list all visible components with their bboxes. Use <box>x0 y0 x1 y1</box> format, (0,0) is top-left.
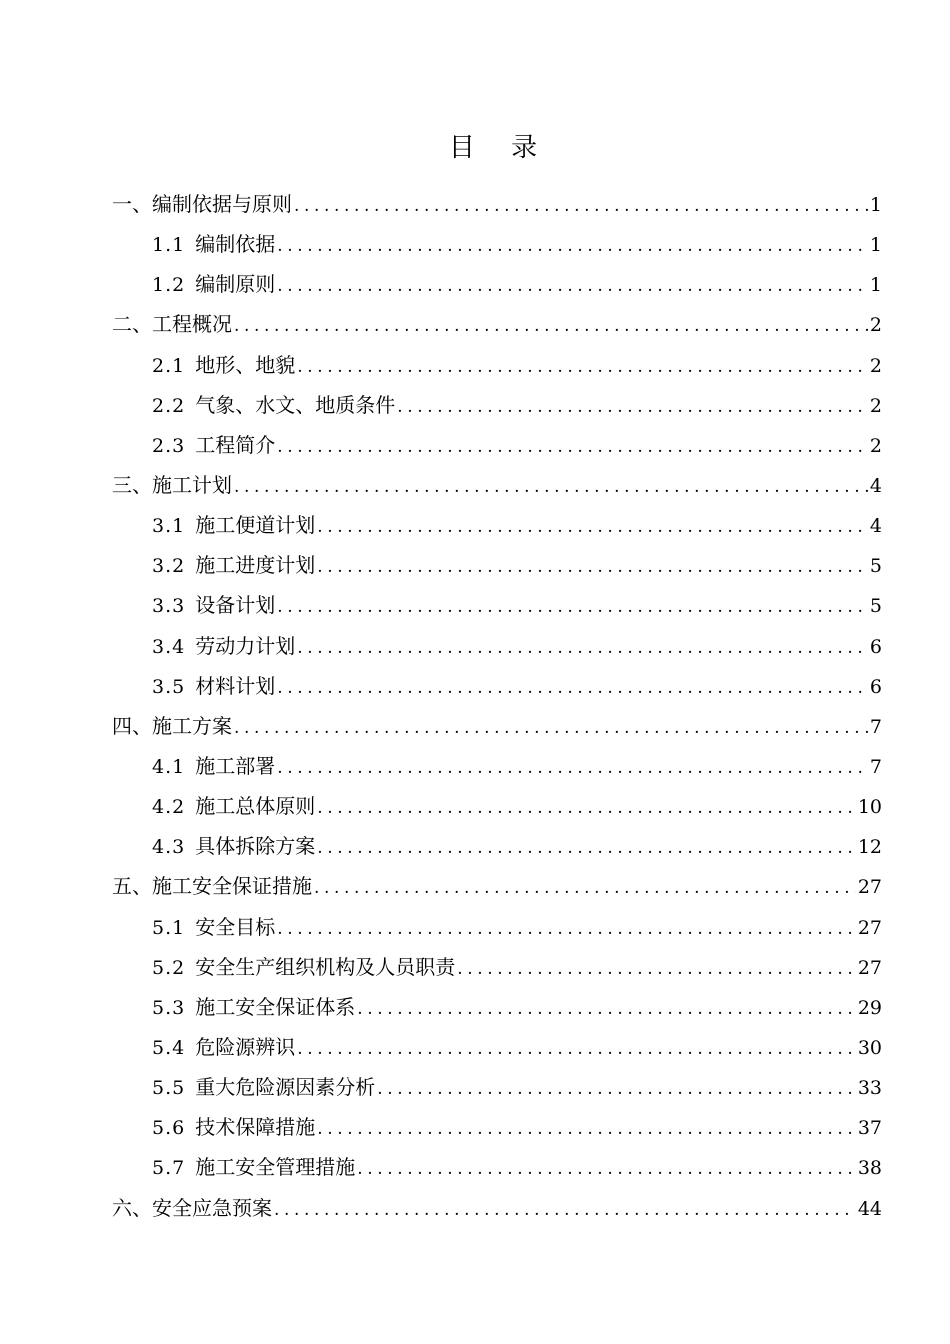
toc-section-entry[interactable] <box>112 826 882 866</box>
toc-page-number: 2 <box>869 314 882 337</box>
toc-page-number: 12 <box>857 836 882 859</box>
toc-section-entry[interactable] <box>112 1107 882 1147</box>
toc-entry-number: 4.3 <box>152 836 186 859</box>
toc-section-entry[interactable] <box>112 746 882 786</box>
toc-section-entry[interactable] <box>112 545 882 585</box>
toc-entry-number: 2.3 <box>152 434 186 457</box>
toc-entry-number: 5.7 <box>152 1157 186 1180</box>
toc-section-entry[interactable] <box>112 224 882 264</box>
toc-page-number: 1 <box>869 274 882 297</box>
toc-entry-title: 安全生产组织机构及人员职责 <box>195 954 456 979</box>
toc-dot-leader <box>234 708 868 748</box>
toc-dot-leader <box>277 909 856 949</box>
toc-entry-title: 地形、地貌 <box>195 352 296 377</box>
toc-page-number: 7 <box>869 715 882 738</box>
toc-dot-leader <box>317 507 868 547</box>
toc-entry-title: 工程简介 <box>195 432 276 457</box>
toc-entry-title: 设备计划 <box>195 593 276 618</box>
toc-entry-number: 3.2 <box>152 555 186 578</box>
toc-page-number: 10 <box>857 796 882 819</box>
toc-entry-title: 气象、水文、地质条件 <box>195 392 396 417</box>
toc-entry-number: 5.5 <box>152 1077 186 1100</box>
toc-page-number: 4 <box>869 515 882 538</box>
toc-dot-leader <box>457 949 856 989</box>
toc-section-entry[interactable] <box>112 385 882 425</box>
toc-dot-leader <box>274 1190 856 1230</box>
toc-entry-number: 2.2 <box>152 394 186 417</box>
toc-entry-title: 施工进度计划 <box>195 553 316 578</box>
toc-dot-leader <box>357 1149 856 1189</box>
toc-entry-title: 劳动力计划 <box>195 633 296 658</box>
toc-entry-number: 5.4 <box>152 1036 186 1059</box>
toc-entry-title: 一、编制依据与原则 <box>112 192 292 216</box>
toc-dot-leader <box>317 547 868 587</box>
toc-entry-number: 3.4 <box>152 635 186 658</box>
toc-section-entry[interactable] <box>112 666 882 706</box>
toc-chapter-entry[interactable] <box>112 1188 882 1228</box>
toc-dot-leader <box>277 427 868 467</box>
toc-entry-number: 5.1 <box>152 916 186 939</box>
toc-page-number: 2 <box>869 434 882 457</box>
toc-page-number: 27 <box>857 916 882 939</box>
toc-page-number: 2 <box>869 354 882 377</box>
toc-dot-leader <box>277 748 868 788</box>
toc-section-entry[interactable] <box>112 425 882 465</box>
toc-dot-leader <box>277 587 868 627</box>
toc-entry-number: 3.1 <box>152 515 186 538</box>
toc-dot-leader <box>377 1069 856 1109</box>
toc-chapter-entry[interactable] <box>112 184 882 224</box>
toc-page-number: 1 <box>869 194 882 216</box>
toc-page-number: 7 <box>869 755 882 778</box>
toc-dot-leader <box>234 467 868 507</box>
toc-entry-title: 重大危险源因素分析 <box>195 1075 376 1100</box>
toc-page-number: 44 <box>857 1197 882 1220</box>
toc-entry-title: 危险源辨识 <box>195 1034 296 1059</box>
toc-dot-leader <box>297 347 868 387</box>
toc-entry-title: 施工安全保证体系 <box>195 994 356 1019</box>
toc-page-number: 27 <box>857 956 882 979</box>
toc-entry-title: 编制依据 <box>195 232 276 257</box>
toc-entry-number: 5.3 <box>152 996 186 1019</box>
toc-entry-number: 1.2 <box>152 274 186 297</box>
table-of-contents <box>112 184 882 1228</box>
toc-dot-leader <box>277 226 868 266</box>
toc-section-entry[interactable] <box>112 947 882 987</box>
toc-dot-leader <box>234 306 868 346</box>
toc-entry-title: 施工部署 <box>195 753 276 778</box>
toc-entry-title: 技术保障措施 <box>195 1115 316 1140</box>
toc-page-number: 1 <box>869 234 882 257</box>
toc-dot-leader <box>317 1109 856 1149</box>
toc-section-entry[interactable] <box>112 1067 882 1107</box>
toc-entry-title: 施工便道计划 <box>195 513 316 538</box>
toc-page-number: 6 <box>869 675 882 698</box>
toc-entry-number: 2.1 <box>152 354 186 377</box>
toc-entry-title: 材料计划 <box>195 673 276 698</box>
toc-page-number: 29 <box>857 996 882 1019</box>
toc-entry-title: 三、施工计划 <box>112 472 232 497</box>
toc-page-number: 6 <box>869 635 882 658</box>
toc-chapter-entry[interactable] <box>112 706 882 746</box>
toc-entry-number: 5.6 <box>152 1117 186 1140</box>
toc-dot-leader <box>317 788 856 828</box>
toc-entry-title: 安全目标 <box>195 914 276 939</box>
toc-entry-title: 四、施工方案 <box>112 713 232 738</box>
toc-section-entry[interactable] <box>112 264 882 304</box>
toc-page-number: 33 <box>857 1077 882 1100</box>
toc-page-number: 5 <box>869 595 882 618</box>
toc-entry-number: 1.1 <box>152 234 186 257</box>
toc-entry-number: 3.3 <box>152 595 186 618</box>
toc-page-number: 2 <box>869 394 882 417</box>
toc-entry-title: 六、安全应急预案 <box>112 1195 272 1220</box>
toc-section-entry[interactable] <box>112 907 882 947</box>
toc-dot-leader <box>314 868 856 908</box>
toc-entry-number: 4.1 <box>152 755 186 778</box>
toc-dot-leader <box>357 989 856 1029</box>
toc-page-number: 37 <box>857 1117 882 1140</box>
toc-page-number: 4 <box>869 474 882 497</box>
toc-dot-leader <box>277 266 868 306</box>
toc-section-entry[interactable] <box>112 505 882 545</box>
toc-entry-title: 施工总体原则 <box>195 794 316 819</box>
toc-section-entry[interactable] <box>112 786 882 826</box>
toc-page-number: 5 <box>869 555 882 578</box>
toc-section-entry[interactable] <box>112 345 882 385</box>
toc-page-number: 38 <box>857 1157 882 1180</box>
toc-section-entry[interactable] <box>112 585 882 625</box>
toc-page-number: 27 <box>857 876 882 899</box>
toc-entry-title: 编制原则 <box>195 272 276 297</box>
toc-dot-leader <box>277 668 868 708</box>
toc-section-entry[interactable] <box>112 1147 882 1187</box>
toc-dot-leader <box>294 186 868 226</box>
toc-chapter-entry[interactable] <box>112 304 882 344</box>
toc-section-entry[interactable] <box>112 626 882 666</box>
toc-entry-number: 4.2 <box>152 796 186 819</box>
toc-dot-leader <box>297 628 868 668</box>
toc-entry-number: 5.2 <box>152 956 186 979</box>
toc-entry-title: 施工安全管理措施 <box>195 1155 356 1180</box>
toc-dot-leader <box>317 828 856 868</box>
toc-entry-title: 具体拆除方案 <box>195 834 316 859</box>
toc-entry-title: 二、工程概况 <box>112 312 232 337</box>
toc-dot-leader <box>397 387 868 427</box>
toc-section-entry[interactable] <box>112 1027 882 1067</box>
toc-dot-leader <box>297 1029 856 1069</box>
toc-entry-title: 五、施工安全保证措施 <box>112 874 312 899</box>
toc-title: 目 录 <box>448 133 552 163</box>
toc-chapter-entry[interactable] <box>112 465 882 505</box>
toc-section-entry[interactable] <box>112 987 882 1027</box>
toc-entry-number: 3.5 <box>152 675 186 698</box>
toc-chapter-entry[interactable] <box>112 866 882 906</box>
toc-page-number: 30 <box>857 1036 882 1059</box>
